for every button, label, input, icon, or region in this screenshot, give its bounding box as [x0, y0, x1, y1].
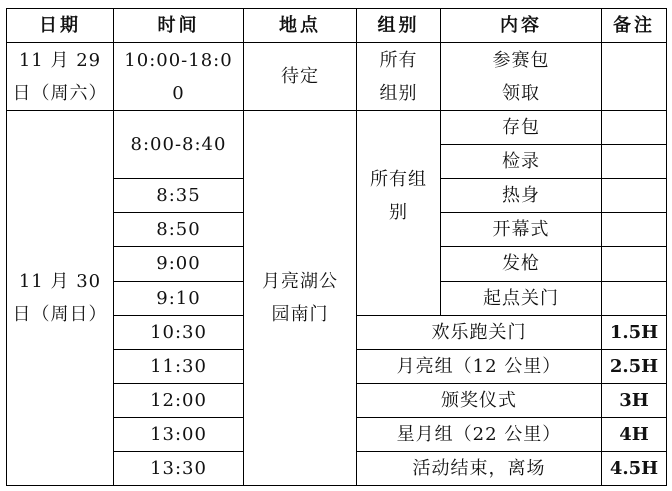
- table-row: [7, 111, 667, 145]
- time-cell: 10:30: [114, 315, 244, 349]
- note-cell: [602, 281, 667, 315]
- content-cell: 存包: [441, 111, 602, 145]
- time-cell: 8:35: [114, 179, 244, 213]
- header-group: 组别: [357, 9, 441, 43]
- note-cell: 2.5H: [602, 349, 667, 383]
- group-line: 组别: [379, 82, 418, 104]
- time-cell: 9:00: [114, 247, 244, 281]
- group-cell: [357, 43, 441, 111]
- content-cell: 检录: [441, 145, 602, 179]
- date-cell: [7, 43, 114, 111]
- table-row: [7, 43, 667, 111]
- content-cell: 欢乐跑关门: [357, 315, 602, 349]
- place-line: 月亮湖公: [262, 271, 338, 293]
- date-line: 日（周日）: [12, 304, 108, 326]
- note-cell: [602, 213, 667, 247]
- content-line: 参赛包: [492, 49, 550, 71]
- content-cell: 月亮组（12 公里）: [357, 349, 602, 383]
- note-cell: [602, 179, 667, 213]
- content-cell: 开幕式: [441, 213, 602, 247]
- note-cell: [602, 43, 667, 111]
- content-cell: 活动结束，离场: [357, 451, 602, 485]
- place-line: 园南门: [271, 304, 329, 326]
- date-line: 11 月 29: [18, 49, 102, 71]
- group-line: 所有: [379, 49, 418, 71]
- time-line: 0: [172, 82, 185, 104]
- note-cell: 4H: [602, 417, 667, 451]
- content-cell: [441, 43, 602, 111]
- place-cell: 待定: [244, 43, 357, 111]
- note-cell: [602, 247, 667, 281]
- time-cell: 8:50: [114, 213, 244, 247]
- time-cell: [114, 43, 244, 111]
- note-cell: [602, 111, 667, 145]
- group-line: 所有组: [370, 169, 427, 191]
- header-row: [7, 9, 667, 43]
- time-cell: 13:00: [114, 417, 244, 451]
- note-cell: 4.5H: [602, 451, 667, 485]
- header-note: 备注: [602, 9, 667, 43]
- time-cell: 9:10: [114, 281, 244, 315]
- content-cell: 热身: [441, 179, 602, 213]
- header-place: 地点: [244, 9, 357, 43]
- time-line: 10:00-18:0: [124, 49, 233, 71]
- time-cell: 13:30: [114, 451, 244, 485]
- time-cell: 8:00-8:40: [114, 111, 244, 179]
- place-cell: [244, 111, 357, 486]
- note-cell: 1.5H: [602, 315, 667, 349]
- header-time: 时间: [114, 9, 244, 43]
- time-cell: 11:30: [114, 349, 244, 383]
- content-cell: 起点关门: [441, 281, 602, 315]
- date-line: 日（周六）: [12, 82, 108, 104]
- schedule-table: [6, 8, 667, 486]
- group-cell: [357, 111, 441, 315]
- note-cell: 3H: [602, 383, 667, 417]
- note-cell: [602, 145, 667, 179]
- header-content: 内容: [441, 9, 602, 43]
- header-date: 日期: [7, 9, 114, 43]
- content-line: 领取: [502, 82, 540, 104]
- content-cell: 星月组（22 公里）: [357, 417, 602, 451]
- date-line: 11 月 30: [18, 271, 102, 293]
- content-cell: 颁奖仪式: [357, 383, 602, 417]
- date-cell: [7, 111, 114, 486]
- time-cell: 12:00: [114, 383, 244, 417]
- group-line: 别: [389, 202, 408, 224]
- content-cell: 发枪: [441, 247, 602, 281]
